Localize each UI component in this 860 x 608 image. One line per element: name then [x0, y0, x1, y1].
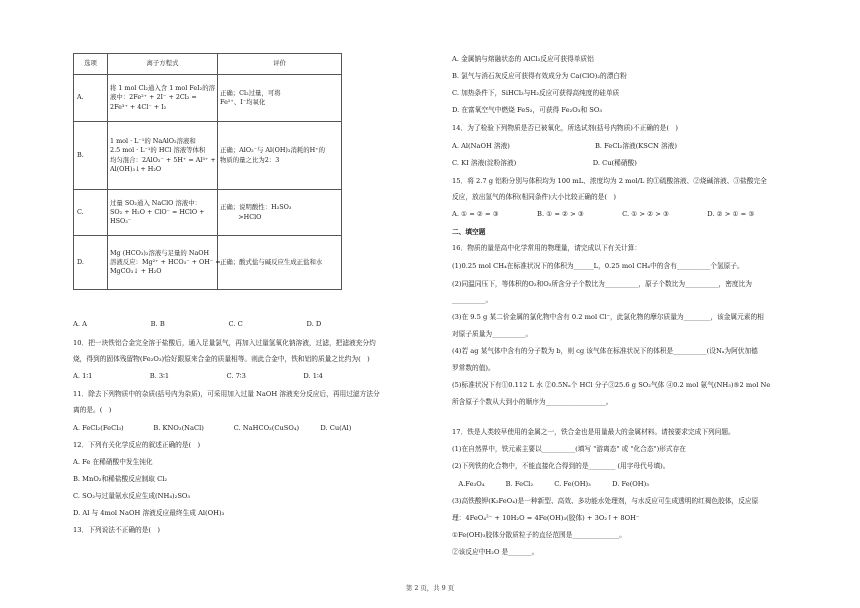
comment-line: >HClO — [220, 212, 262, 221]
left-text-line: 12．下列有关化学反应的叙述正确的是( ) — [73, 441, 201, 449]
equation-line: 液中：2Fe²⁺ + 2I⁻ + 2Cl₂ = — [110, 93, 197, 102]
left-text-line: 10．把一块铁铝合金完全溶于盐酸后，通入足量氯气，再加入过量氢氧化钠溶液，过滤，把滤液充分灼 — [73, 339, 376, 347]
right-text-line: 所含原子个数从大到小的顺序为__________________。 — [452, 398, 613, 406]
equation-line: 溶液反应：Mg²⁺ + HCO₃⁻ + OH⁻ = — [110, 257, 221, 266]
left-text-line: B. MnO₂和稀盐酸反应制取 Cl₂ — [73, 475, 168, 483]
equation-line: HSO₃⁻ — [110, 217, 132, 226]
header-option: 选项 — [74, 54, 108, 75]
ionic-equation-table — [73, 53, 342, 290]
comment-line: 正确；AlO₂⁻与 Al(OH)₃消耗的H⁺的 — [220, 146, 325, 155]
option-cell: C. — [74, 190, 108, 236]
comment-line: 物质的量之比为2：3 — [220, 155, 280, 164]
left-text-line: A. FeCl₂(FeCl₃) B. KNO₃(NaCl) C. NaHCO₃(CuSO₄) D. Cu(Al) — [73, 424, 352, 432]
equation-line: SO₂ + H₂O + ClO⁻ = HClO + — [110, 207, 205, 216]
right-text-line: (1)在自然界中，铁元素主要以__________(填写 "游离态" 或 "化合态")形式存在 — [452, 445, 686, 453]
right-text-line: A. 金属钠与熔融状态的 AlCl₃反应可获得单质铝 — [452, 55, 594, 63]
header-equation: 离子方程式 — [108, 54, 218, 75]
option-cell: B. — [74, 122, 108, 190]
left-text-line: C. SO₂与过量氨水反应生成(NH₄)₂SO₃ — [73, 492, 191, 500]
right-text-line: A. Al(NaOH 溶液) B. FeCl₂溶液(KSCN 溶液) — [452, 142, 677, 150]
table-row — [74, 75, 342, 122]
equation-cell — [108, 236, 221, 290]
header-comment: 评价 — [218, 54, 342, 75]
equation-cell — [108, 75, 218, 122]
equation-line: Mg (HCO₃)₂溶液与足量的 NaOH — [110, 248, 210, 257]
right-text-line: ②该反应中H₂O 是_______。 — [452, 548, 539, 556]
comment-line: 正确；说明酸性：H₂SO₃ — [220, 203, 292, 212]
right-text-line: (3)高铁酸钾(K₂FeO₄)是一种新型、高效、多功能水处理剂，与水反应可生成透明的红褐色胶体，反应原 — [452, 497, 759, 505]
right-text-line: ①Fe(OH)₃胶体分散质粒子的直径范围是______________。 — [452, 531, 626, 539]
table-row — [74, 190, 342, 236]
equation-line: 过量 SO₂通入 NaClO 溶液中： — [110, 198, 201, 207]
right-text-line: 对原子质量为__________。 — [452, 330, 533, 338]
right-text-line: A. ① = ② = ③ B. ① = ② > ③ C. ① > ② > ③ D. ② > ① = ③ — [452, 210, 755, 218]
right-text-line: 17．铁是人类较早使用的金属之一，铁合金也是用量最大的金属材料。请按要求完成下列问题。 — [452, 428, 735, 436]
right-text-line: 罗常数的值)。 — [452, 364, 495, 372]
left-text-line: 烧，得到的固体残留物(Fe₂O₃)恰好跟原来合金的质量相等。则此合金中，铁和铝的质量之比约为( ) — [73, 355, 370, 363]
equation-cell — [108, 190, 218, 236]
left-text-line: 11．除去下列物质中的杂质(括号内为杂质)，可采用加入过量 NaOH 溶液充分反应后，再用过滤方法分 — [73, 390, 380, 398]
right-text-line: (5)标准状况下有①0.112 L 水 ②0.5Nₐ个 HCl 分子③25.6 g SO₂气体 ④0.2 mol 氨气(NH₃)⑤2 mol Ne — [452, 381, 771, 389]
option-cell: D. — [74, 236, 108, 290]
right-text-line: (1)0.25 mol CH₄在标准状况下的体积为______L，0.25 mol CH₄中的含有__________个氢原子。 — [452, 262, 744, 270]
table-row — [74, 236, 342, 290]
comment-cell — [218, 190, 342, 236]
option-cell: A. — [74, 75, 108, 122]
page-footer: 第 2 页，共 9 页 — [405, 584, 455, 592]
right-text-line: 反应，放出氢气的体积(相同条件)大小比较正确的是( ) — [452, 193, 616, 201]
right-text-line: (2)同温同压下，等体积的O₂和O₃所含分子个数比为__________，原子个数比为__________，密度比为 — [452, 280, 752, 288]
left-text-line: 离的是。( ) — [73, 406, 112, 414]
right-text-line: B. 氯气与消石灰反应可获得有效成分为 Ca(ClO)₂的漂白粉 — [452, 72, 627, 80]
left-text-line: 13．下列说法不正确的是( ) — [73, 526, 160, 534]
right-text-line: __________。 — [452, 296, 493, 304]
equation-line: Al(OH)₃↓+ H₂O — [110, 164, 162, 173]
right-text-line: (3)在 9.5 g 某二价金属的氯化物中含有 0.2 mol Cl⁻，此氯化物的摩尔质量为________，该金属元素的相 — [452, 313, 764, 321]
right-text-line: 15．将 2.7 g 铝粉分别与体积均为 100 mL、浓度均为 2 mol/L 的①硫酸溶液、②烧碱溶液、③盐酸完全 — [452, 177, 767, 185]
equation-line: 2.5 mol · L⁻¹的 HCl 溶液等体积 — [110, 146, 206, 155]
equation-line: 2Fe³⁺ + 4Cl⁻ + I₂ — [110, 102, 167, 111]
equation-line: MgCO₃↓ + H₂O — [110, 267, 162, 276]
right-text-line: 理：4FeO₄²⁻ + 10H₂O = 4Fe(OH)₃(胶体) + 3O₂↑+ 8OH⁻ — [452, 514, 640, 522]
left-text-line: A. 1∶1 B. 3∶1 C. 7∶3 D. 1∶4 — [73, 372, 323, 380]
equation-line: 均匀混合：2AlO₂⁻ + 5H⁺ = Al³⁺ + — [110, 155, 216, 164]
comment-line: 正确；Cl₂过量，可将 — [220, 88, 281, 97]
left-text-line: A. Fe 在稀硝酸中发生钝化 — [73, 458, 153, 466]
comment-line: Fe²⁺、I⁻均氧化 — [220, 98, 266, 106]
right-text-line: (4)若 ag 某气体中含有的分子数为 b，则 cg 该气体在标准状况下的体积是__________(设Nₐ为阿伏加德 — [452, 347, 758, 355]
comment-cell — [218, 236, 342, 290]
right-text-line: C. 加热条件下，SiHCl₃与H₂反应可获得高纯度的硅单质 — [452, 89, 620, 97]
right-text-line: (2)下列铁的化合物中，不能直接化合得到的是________ (用字母代号填)。 — [452, 462, 670, 470]
equation-line: 1 mol · L⁻¹的 NaAlO₂溶液和 — [110, 136, 196, 145]
left-text-line: D. Al 与 4mol NaOH 溶液反应最终生成 Al(OH)₃ — [73, 509, 225, 517]
table-header-row — [74, 54, 342, 75]
right-text-line: 二、填空题 — [452, 228, 486, 236]
comment-cell — [218, 75, 342, 122]
right-text-line: D. 在富氧空气中燃烧 FeS₂，可获得 Fe₂O₃和 SO₃ — [452, 106, 603, 114]
right-text-line: A.Fe₃O₄ B. FeCl₂ C. Fe(OH)₃ D. Fe(OH)₃ — [452, 480, 649, 488]
comment-line: 正确；酸式盐与碱反应生成正盐和水 — [220, 257, 323, 266]
right-text-line: C. KI 溶液(淀粉溶液) D. Cu(稀硝酸) — [452, 159, 637, 167]
equation-line: 将 1 mol Cl₂通入含 1 mol FeI₂的溶 — [110, 84, 216, 93]
table-row — [74, 122, 342, 190]
right-text-line: 16．物质的量是高中化学常用的物理量，请完成以下有关计算： — [452, 244, 642, 252]
left-text-line: A. A B. B C. C D. D — [73, 320, 322, 328]
right-text-line: 14．为了检验下列物质是否已被氧化，所选试剂(括号内物质)不正确的是( ) — [452, 124, 678, 132]
equation-cell — [108, 122, 218, 190]
comment-cell — [218, 122, 342, 190]
